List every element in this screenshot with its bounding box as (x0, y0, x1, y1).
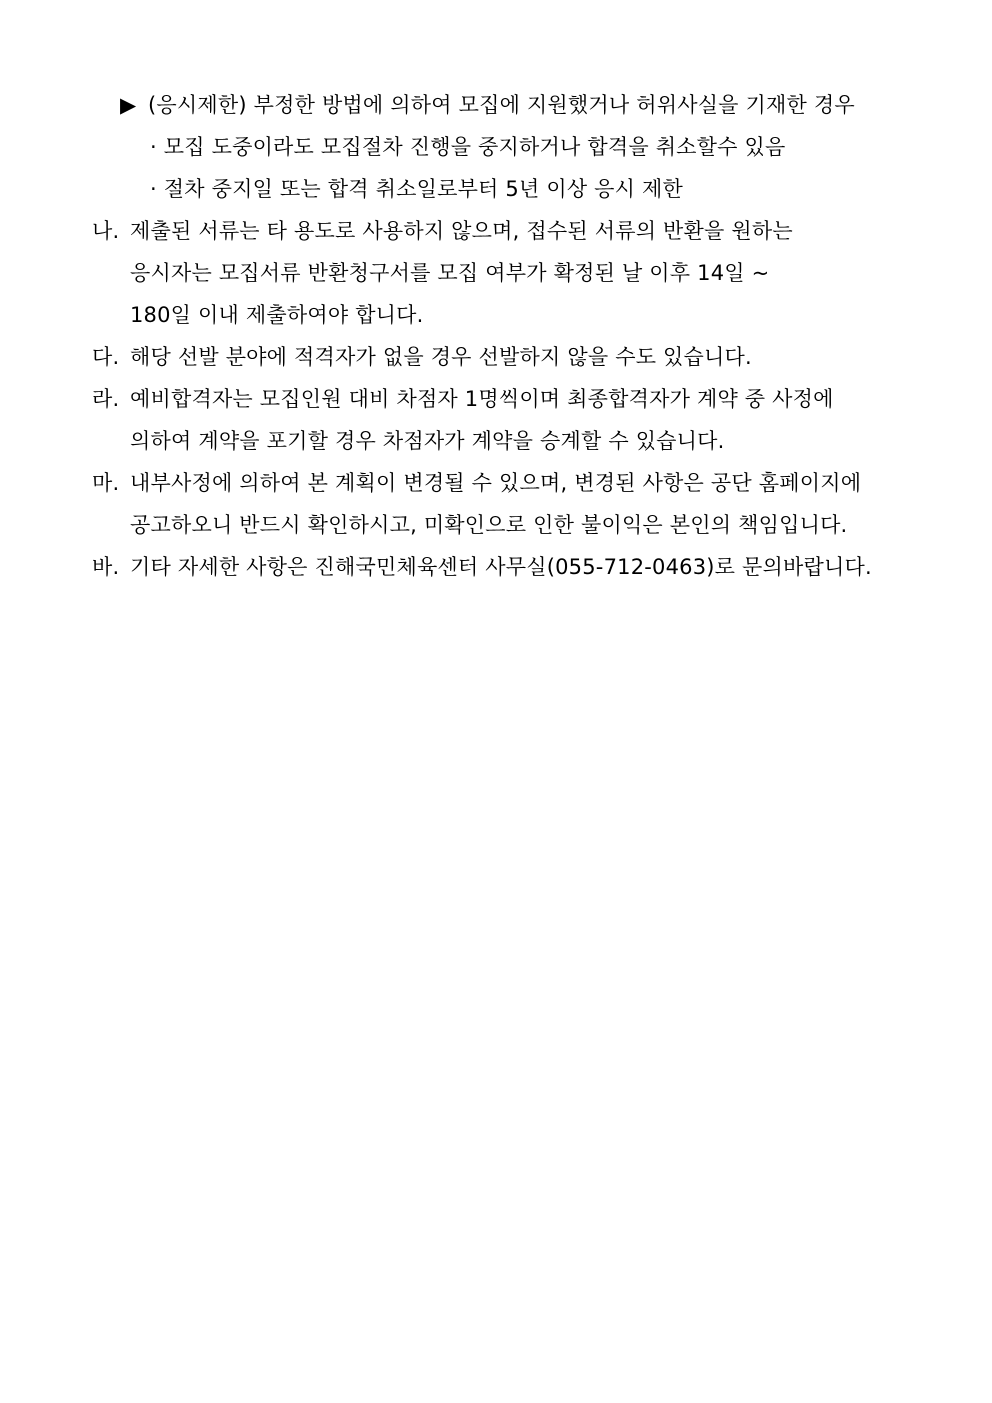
list-item-text: 내부사정에 의하여 본 계획이 변경될 수 있으며, 변경된 사항은 공단 홈페이지에 (130, 471, 862, 495)
list-marker: 나. (92, 219, 120, 243)
list-item-text: 제출된 서류는 타 용도로 사용하지 않으며, 접수된 서류의 반환을 원하는 (130, 219, 793, 243)
list-item-text: 예비합격자는 모집인원 대비 차점자 1명씩이며 최종합격자가 계약 중 사정에 (130, 387, 834, 411)
list-item-ma (92, 468, 861, 498)
list-item-na (92, 216, 793, 246)
restriction-heading: (응시제한) 부정한 방법에 의하여 모집에 지원했거나 허위사실을 기재한 경우 (148, 93, 855, 117)
triangle-bullet-icon: ▶ (120, 93, 137, 117)
restriction-sub-item: · 모집 도중이라도 모집절차 진행을 중지하거나 합격을 취소할수 있음 (150, 135, 786, 159)
list-marker: 다. (92, 345, 120, 369)
list-item-da (92, 342, 752, 372)
list-marker: 바. (92, 555, 120, 579)
list-item-continuation: 응시자는 모집서류 반환청구서를 모집 여부가 확정된 날 이후 14일 ~ (130, 261, 770, 285)
list-item-text: 해당 선발 분야에 적격자가 없을 경우 선발하지 않을 수도 있습니다. (130, 345, 752, 369)
list-marker: 마. (92, 471, 120, 495)
list-item-text: 기타 자세한 사항은 진해국민체육센터 사무실(055-712-0463)로 문의바랍니다. (130, 555, 872, 579)
restriction-heading-line (120, 90, 855, 120)
list-item-ra (92, 384, 834, 414)
list-item-ba (92, 552, 872, 582)
list-item-continuation: 의하여 계약을 포기할 경우 차점자가 계약을 승계할 수 있습니다. (130, 429, 725, 453)
list-item-continuation: 180일 이내 제출하여야 합니다. (130, 303, 424, 327)
restriction-sub-item: · 절차 중지일 또는 합격 취소일로부터 5년 이상 응시 제한 (150, 177, 684, 201)
list-item-continuation: 공고하오니 반드시 확인하시고, 미확인으로 인한 불이익은 본인의 책임입니다. (130, 513, 848, 537)
list-marker: 라. (92, 387, 120, 411)
